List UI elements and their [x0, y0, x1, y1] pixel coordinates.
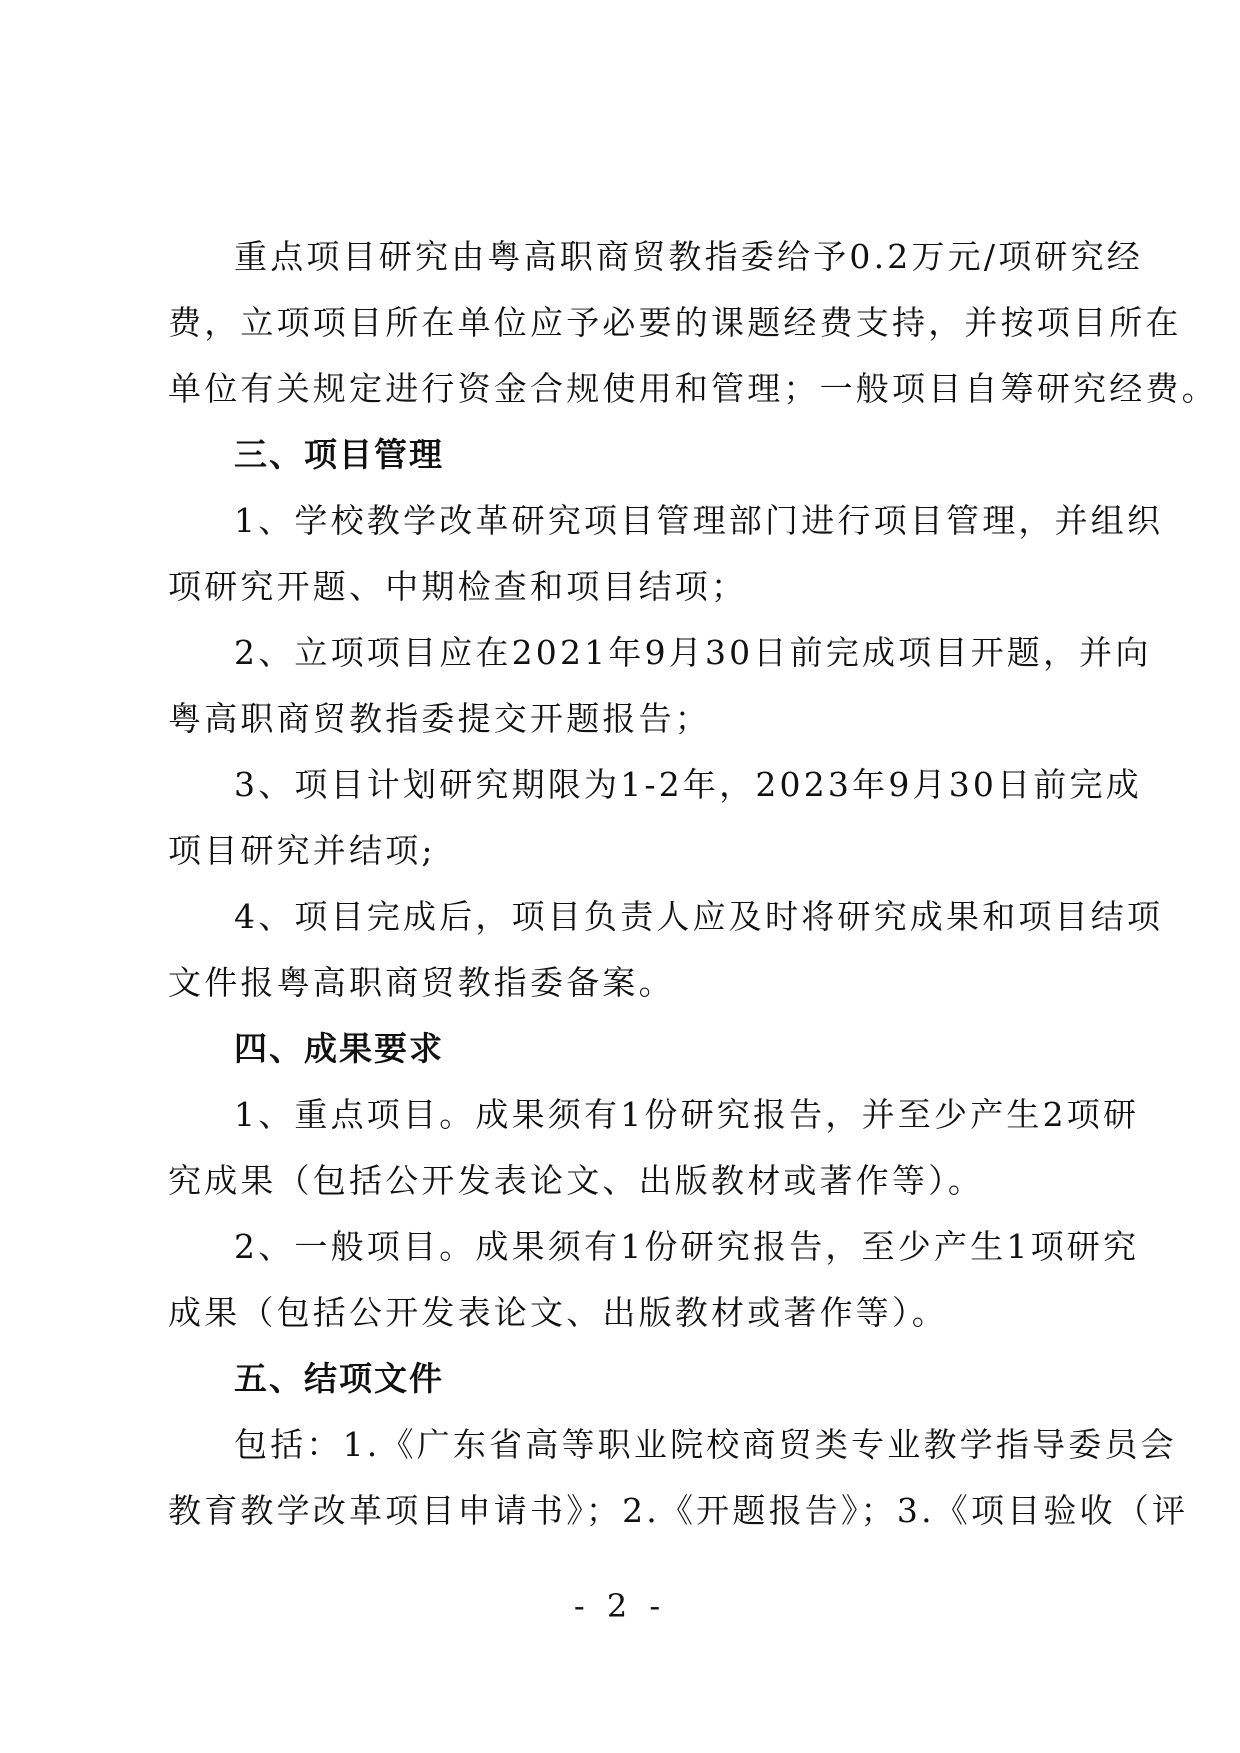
item-management-4-line-2: 文件报粤高职商贸教指委备案。 — [168, 963, 675, 1002]
item-outcome-1-line-2: 究成果（包括公开发表论文、出版教材或著作等）。 — [168, 1161, 985, 1200]
heading-completion-documents: 五、结项文件 — [234, 1359, 444, 1398]
item-outcome-2-line-2: 成果（包括公开发表论文、出版教材或著作等）。 — [168, 1293, 948, 1332]
item-management-2-line-1: 2、立项项目应在2021年9月30日前完成项目开题，并向 — [234, 633, 1152, 672]
item-management-1-line-2: 项研究开题、中期检查和项目结项； — [168, 567, 748, 606]
item-management-2-line-2: 粤高职商贸教指委提交开题报告； — [168, 699, 711, 738]
paragraph-completion-line-1: 包括：1.《广东省高等职业院校商贸类专业教学指导委员会 — [234, 1425, 1177, 1464]
item-outcome-1-line-1: 1、重点项目。成果须有1份研究报告，并至少产生2项研 — [234, 1095, 1140, 1134]
item-management-3-line-1: 3、项目计划研究期限为1-2年，2023年9月30日前完成 — [234, 765, 1142, 804]
heading-project-management: 三、项目管理 — [234, 435, 444, 474]
document-body — [168, 224, 1218, 1544]
paragraph-funding-line-1: 重点项目研究由粤高职商贸教指委给予0.2万元/项研究经 — [234, 237, 1143, 276]
item-management-4-line-1: 4、项目完成后，项目负责人应及时将研究成果和项目结项 — [234, 897, 1164, 936]
paragraph-funding-line-3: 单位有关规定进行资金合规使用和管理；一般项目自筹研究经费。 — [168, 369, 1218, 408]
paragraph-completion-line-2: 教育教学改革项目申请书》；2.《开题报告》；3.《项目验收（评 — [168, 1491, 1189, 1530]
page-number: - 2 - — [573, 1587, 667, 1625]
item-management-3-line-2: 项目研究并结项; — [168, 831, 436, 870]
item-outcome-2-line-1: 2、一般项目。成果须有1份研究报告，至少产生1项研究 — [234, 1227, 1140, 1266]
paragraph-funding-line-2: 费，立项项目所在单位应予必要的课题经费支持，并按项目所在 — [168, 303, 1182, 342]
heading-outcome-requirements: 四、成果要求 — [234, 1029, 444, 1068]
item-management-1-line-1: 1、学校教学改革研究项目管理部门进行项目管理，并组织 — [234, 501, 1164, 540]
